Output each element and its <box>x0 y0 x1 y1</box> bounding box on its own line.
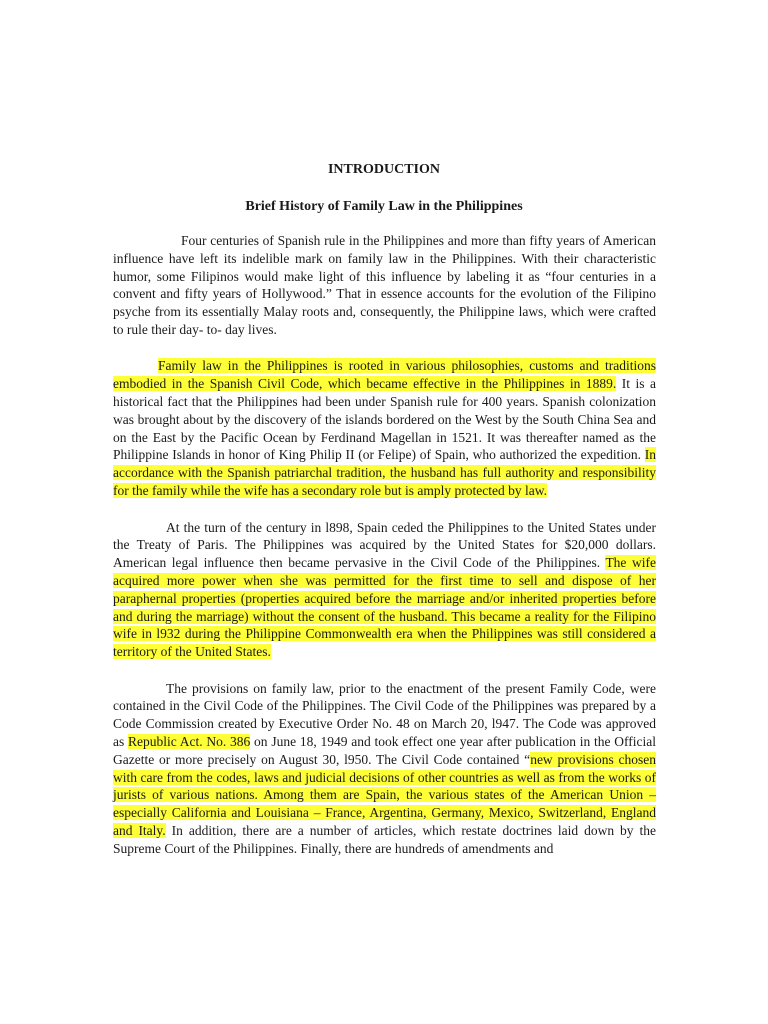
text-run: At the turn of the century in l898, Spain ceded the Philippines to the United States under the Treaty of Paris. The Philippines was acquired by the United States for $20,000 dollars. American legal influence then became pervasive in the Civil Code of the Philippines. <box>113 519 656 571</box>
text-run: It is a historical fact that the Philippines had been under Spanish rule for 400 years. Spanish colonization was brought about by the discovery of the islands bordered on the West by the South China Sea and on the East by the Pacific Ocean by Ferdinand Magellan in 1521. It was thereafter named as the Philippine Islands in honor of King Philip II (or Felipe) of Spain, who authorized the expedition. <box>113 376 656 463</box>
paragraph-2 <box>113 357 656 499</box>
highlighted-text: new provisions chosen with care from the codes, laws and judicial decisions of other countries as well as from the works of jurists of various nations. Among them are Spain, the various states of the American Union – especially California and Louisiana – France, Argentina, Germany, Mexico, Switzerland, England and Italy. <box>113 751 657 838</box>
text-run: Four centuries of Spanish rule in the Philippines and more than fifty years of American influence have left its indelible mark on family law in the Philippines. With their characteristic humor, some Filipinos would make light of this influence by labeling it as “four centuries in a convent and fifty years of Hollywood.” That in essence accounts for the evolution of the Filipino psyche from its essentially Malay roots and, consequently, the Philippine laws, which were crafted to rule their day- to- day lives. <box>113 233 656 337</box>
highlighted-text: Family law in the Philippines is rooted in various philosophies, customs and traditions embodied in the Spanish Civil Code, which became effective in the Philippines in 1889. <box>113 358 656 392</box>
document-subheading: Brief History of Family Law in the Philippines <box>245 199 523 214</box>
highlighted-text: The wife acquired more power when she was permitted for the first time to sell and dispose of her paraphernal properties (properties acquired before the marriage and/or inherited properties before and during the marriage) without the consent of the husband. This became a reality for the Filipino wife in l932 during the Philippine Commonwealth era when the Philippines was still considered a territory of the United States. <box>113 555 656 660</box>
paragraph-3 <box>113 519 656 661</box>
highlighted-text: Republic Act. No. 386 <box>128 733 251 749</box>
text-run: on June 18, 1949 and took effect one year after publication in the Official Gazette or more precisely on August 30, l950. The Civil Code contained “ <box>113 733 656 767</box>
paragraph-1 <box>113 232 656 339</box>
text-run: In addition, there are a number of articles, which restate doctrines laid down by the Supreme Court of the Philippines. Finally, there are hundreds of amendments and <box>113 822 657 856</box>
document-heading: INTRODUCTION <box>327 162 440 177</box>
document-body <box>113 232 656 876</box>
highlighted-text: In accordance with the Spanish patriarchal tradition, the husband has full authority and responsibility for the family while the wife has a secondary role but is amply protected by law. <box>113 447 656 499</box>
text-run: The provisions on family law, prior to the enactment of the present Family Code, were contained in the Civil Code of the Philippines. The Civil Code of the Philippines was prepared by a Code Commission created by Executive Order No. 48 on March 20, l947. The Code was approved as <box>113 680 656 749</box>
paragraph-4 <box>113 680 656 858</box>
